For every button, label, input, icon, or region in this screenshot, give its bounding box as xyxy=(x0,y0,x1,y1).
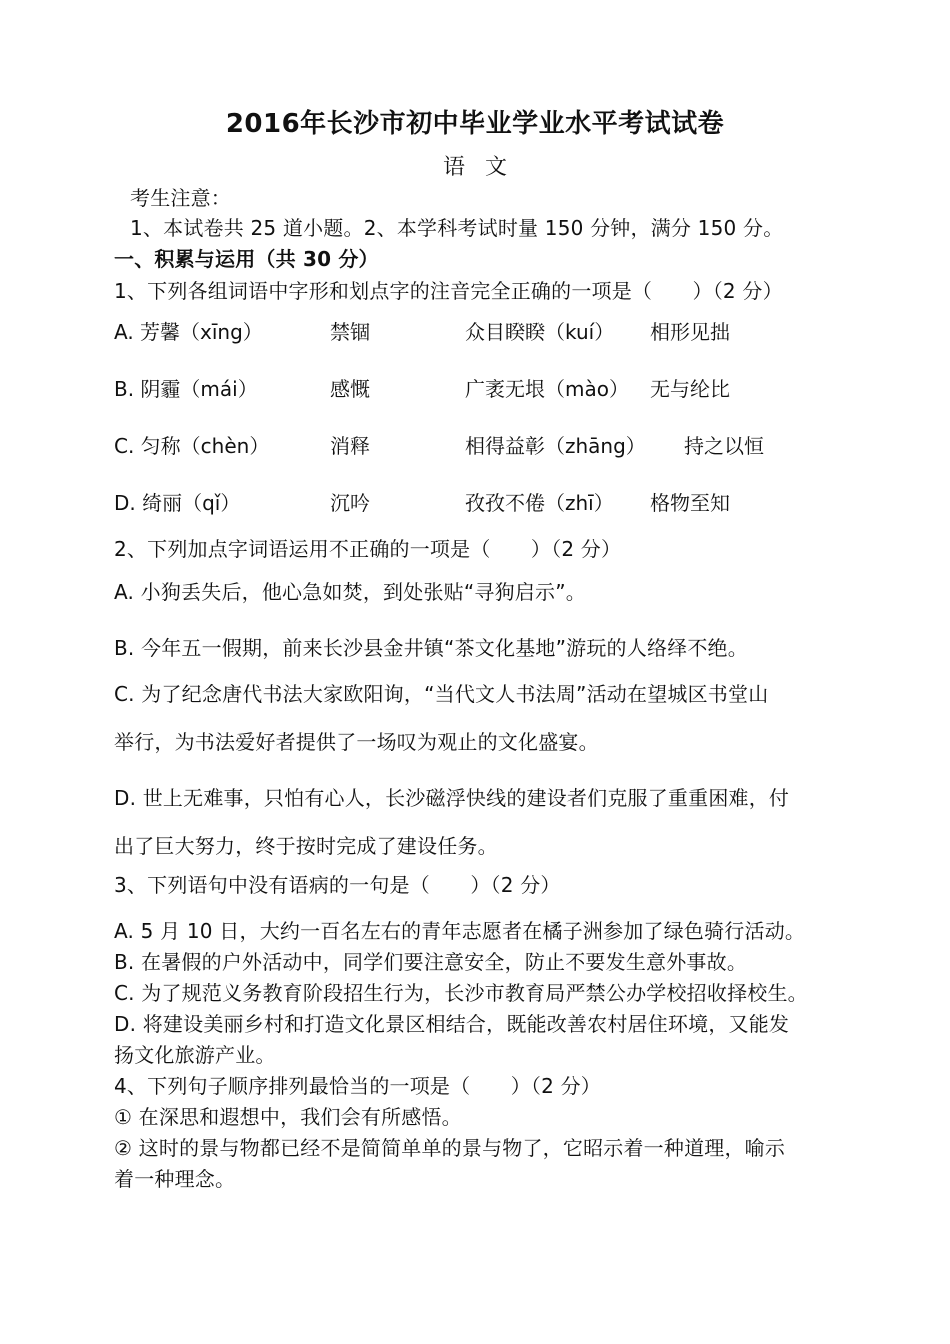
question-3-option-d-cont: 扬文化旅游产业。 xyxy=(114,1043,276,1067)
option-cell: B. 阴霾（mái） xyxy=(114,377,258,401)
option-cell: 广袤无垠（mào） xyxy=(465,377,629,401)
question-2-option-d: D. 世上无难事，只怕有心人，长沙磁浮快线的建设者们克服了重重困难，付 xyxy=(114,786,790,810)
option-cell: 感慨 xyxy=(330,377,370,401)
option-cell: 众目睽睽（kuí） xyxy=(465,320,615,344)
option-cell: 孜孜不倦（zhī） xyxy=(465,491,614,515)
question-4-sentence-2: ② 这时的景与物都已经不是简简单单的景与物了，它昭示着一种道理，喻示 xyxy=(114,1136,786,1160)
option-cell: 相得益彰（zhāng） xyxy=(465,434,646,458)
question-1-stem: 1、下列各组词语中字形和划点字的注音完全正确的一项是（ ）（2 分） xyxy=(114,279,783,303)
question-3-option-a: A. 5 月 10 日，大约一百名左右的青年志愿者在橘子洲参加了绿色骑行活动。 xyxy=(114,919,806,943)
notice-line: 1、本试卷共 25 道小题。2、本学科考试时量 150 分钟，满分 150 分。 xyxy=(130,216,784,240)
option-cell: D. 绮丽（qǐ） xyxy=(114,491,241,515)
question-3-stem: 3、下列语句中没有语病的一句是（ ）（2 分） xyxy=(114,873,561,897)
question-3-option-b: B. 在暑假的户外活动中，同学们要注意安全，防止不要发生意外事故。 xyxy=(114,950,748,974)
option-cell: 沉吟 xyxy=(330,491,370,515)
option-cell: 消释 xyxy=(330,434,370,458)
option-cell: 相形见拙 xyxy=(650,320,730,344)
question-3-option-d: D. 将建设美丽乡村和打造文化景区相结合，既能改善农村居住环境，又能发 xyxy=(114,1012,790,1036)
question-3-option-c: C. 为了规范义务教育阶段招生行为，长沙市教育局严禁公办学校招收择校生。 xyxy=(114,981,808,1005)
question-2-option-a: A. 小狗丢失后，他心急如焚，到处张贴“寻狗启示”。 xyxy=(114,580,586,604)
question-2-option-c: C. 为了纪念唐代书法大家欧阳询，“当代文人书法周”活动在望城区书堂山 xyxy=(114,682,769,706)
section-heading: 一、积累与运用（共 30 分） xyxy=(114,247,379,271)
option-cell: C. 匀称（chèn） xyxy=(114,434,270,458)
question-2-option-d-cont: 出了巨大努力，终于按时完成了建设任务。 xyxy=(114,834,498,858)
notice-heading: 考生注意： xyxy=(130,186,231,210)
option-cell: 持之以恒 xyxy=(684,434,764,458)
question-2-option-b: B. 今年五一假期，前来长沙县金井镇“茶文化基地”游玩的人络绎不绝。 xyxy=(114,636,748,660)
option-cell: 无与纶比 xyxy=(650,377,730,401)
question-4-sentence-1: ① 在深思和遐想中，我们会有所感悟。 xyxy=(114,1105,462,1129)
subject-title: 语文 xyxy=(442,155,527,180)
question-4-sentence-2-cont: 着一种理念。 xyxy=(114,1167,236,1191)
option-cell: 禁锢 xyxy=(330,320,370,344)
exam-title: 2016年长沙市初中毕业学业水平考试试卷 xyxy=(225,109,725,139)
option-cell: 格物至知 xyxy=(650,491,730,515)
question-2-option-c-cont: 举行，为书法爱好者提供了一场叹为观止的文化盛宴。 xyxy=(114,730,599,754)
question-4-stem: 4、下列句子顺序排列最恰当的一项是（ ）（2 分） xyxy=(114,1074,602,1098)
question-2-stem: 2、下列加点字词语运用不正确的一项是（ ）（2 分） xyxy=(114,537,622,561)
option-cell: A. 芳馨（xīng） xyxy=(114,320,263,344)
